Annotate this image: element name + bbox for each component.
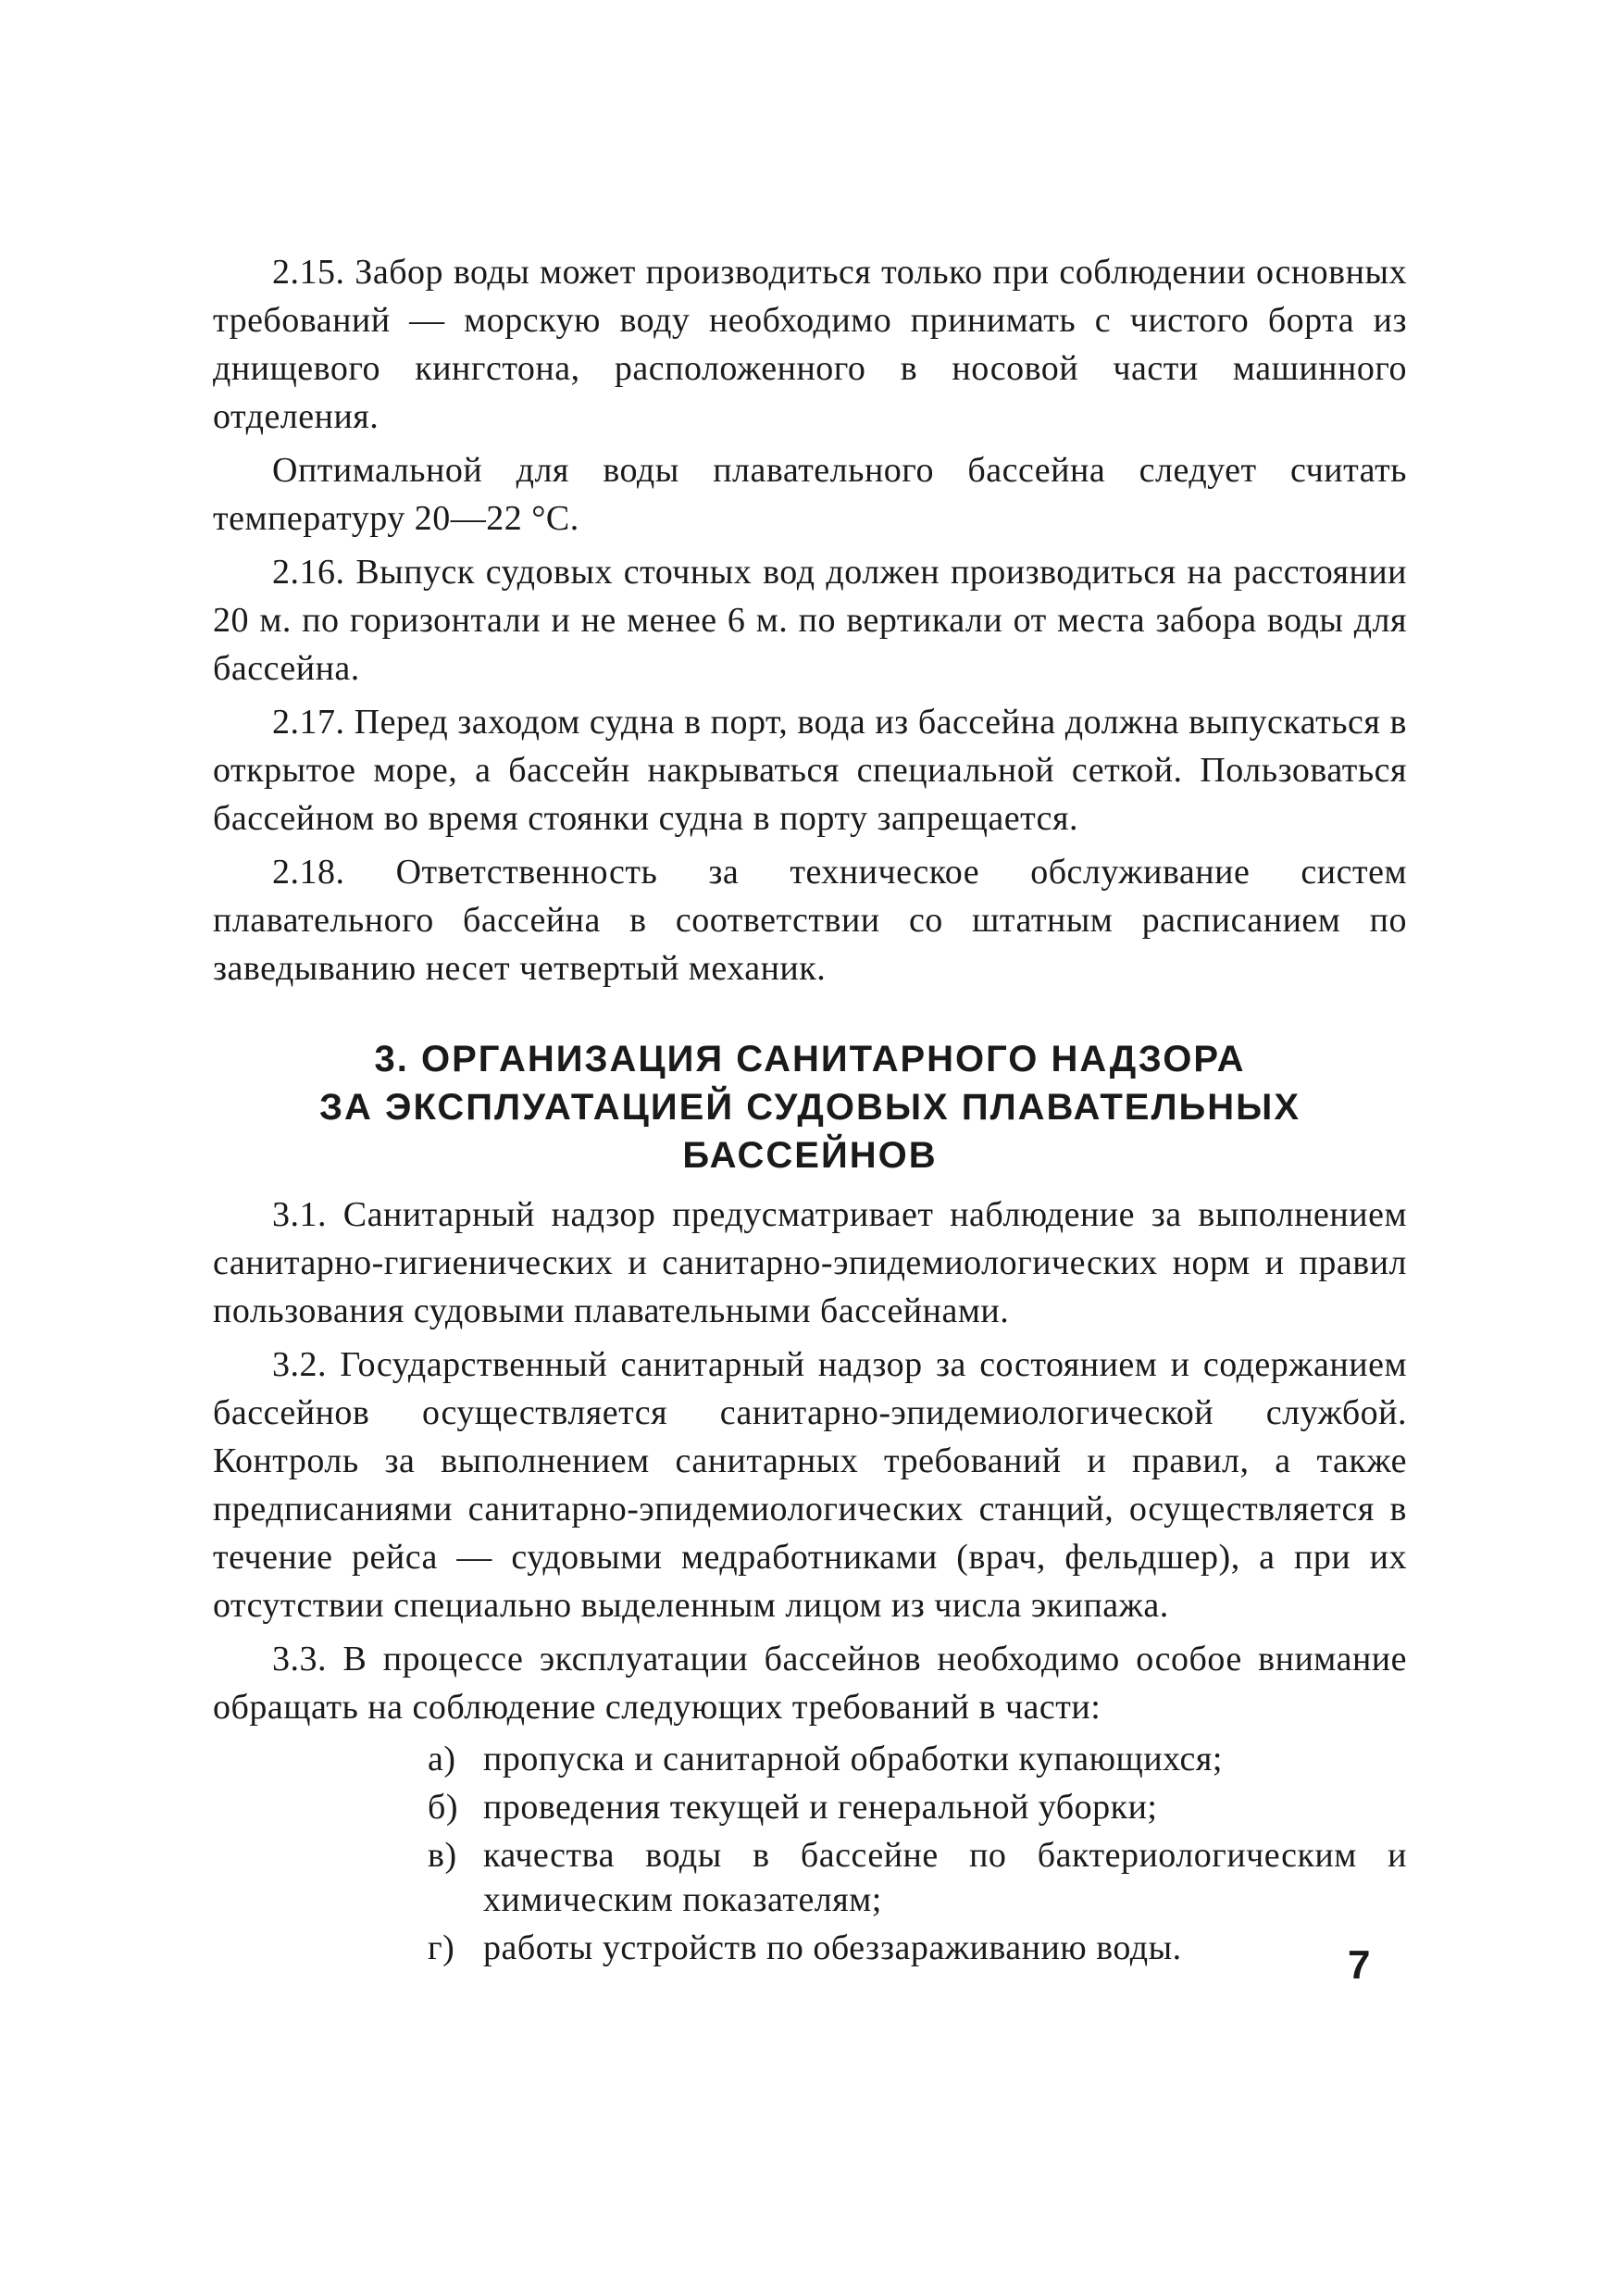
list-item-text: работы устройств по обеззараживанию воды. xyxy=(483,1928,1182,1967)
paragraph-2-16: 2.16. Выпуск судовых сточных вод должен производиться на расстоянии 20 м. по горизонтали и не менее 6 м. по вертикали от места забора воды для бассейна. xyxy=(213,553,1407,688)
section-3-heading-line-3: БАССЕЙНОВ xyxy=(682,1135,938,1176)
section-3-heading xyxy=(213,1035,1407,1179)
paragraph-3-3: 3.3. В процессе эксплуатации бассейнов необходимо особое внимание обращать на соблюдение следующих требований в части: xyxy=(213,1640,1407,1727)
list-item-v xyxy=(428,1833,1407,1922)
list-item-b xyxy=(428,1785,1407,1829)
list-item-text: пропуска и санитарной обработки купающихся; xyxy=(483,1740,1223,1778)
paragraph-2-18: 2.18. Ответственность за техническое обслуживание систем плавательного бассейна в соответствии со штатным расписанием по заведыванию несет четвертый механик. xyxy=(213,853,1407,988)
list-marker: а) xyxy=(428,1740,456,1778)
paragraph-2-17: 2.17. Перед заходом судна в порт, вода из бассейна должна выпускаться в открытое море, а бассейн накрываться специальной сеткой. Пользоваться бассейном во время стоянки судна в порту запрещается. xyxy=(213,703,1407,838)
list-marker: б) xyxy=(428,1788,458,1827)
list-marker: в) xyxy=(428,1836,457,1875)
list-item-g xyxy=(428,1926,1407,1970)
list-marker: г) xyxy=(428,1928,455,1967)
document-page xyxy=(213,248,1407,1974)
requirements-list xyxy=(428,1737,1407,1970)
paragraph-3-2: 3.2. Государственный санитарный надзор за состоянием и содержанием бассейнов осуществляется санитарно-эпидемиологической службой. Контроль за выполнением санитарных требований и правил, а также предписаниями санитарно-эпидемиологических станций, осуществляется в течение рейса — судовыми медработниками (врач, фельдшер), а при их отсутствии специально выделенным лицом из числа экипажа. xyxy=(213,1345,1407,1625)
paragraph-2-15: 2.15. Забор воды может производиться только при соблюдении основных требований — морскую воду необходимо принимать с чистого борта из днищевого кингстона, расположенного в носовой части машинного отделения. xyxy=(213,253,1407,436)
list-item-text: проведения текущей и генеральной уборки; xyxy=(483,1788,1158,1827)
section-3-heading-line-2: ЗА ЭКСПЛУАТАЦИЕЙ СУДОВЫХ ПЛАВАТЕЛЬНЫХ xyxy=(319,1087,1301,1128)
section-3-heading-line-1: 3. ОРГАНИЗАЦИЯ САНИТАРНОГО НАДЗОРА xyxy=(374,1039,1246,1079)
paragraph-3-1: 3.1. Санитарный надзор предусматривает наблюдение за выполнением санитарно-гигиенических и санитарно-эпидемиологических норм и правил пользования судовыми плавательными бассейнами. xyxy=(213,1195,1407,1330)
paragraph-optimal-temperature: Оптимальной для воды плавательного бассейна следует считать температуру 20—22 °С. xyxy=(213,451,1407,538)
page-number: 7 xyxy=(1348,1942,1371,1988)
list-item-a xyxy=(428,1737,1407,1781)
list-item-text: качества воды в бассейне по бактериологическим и химическим показателям; xyxy=(483,1836,1407,1919)
